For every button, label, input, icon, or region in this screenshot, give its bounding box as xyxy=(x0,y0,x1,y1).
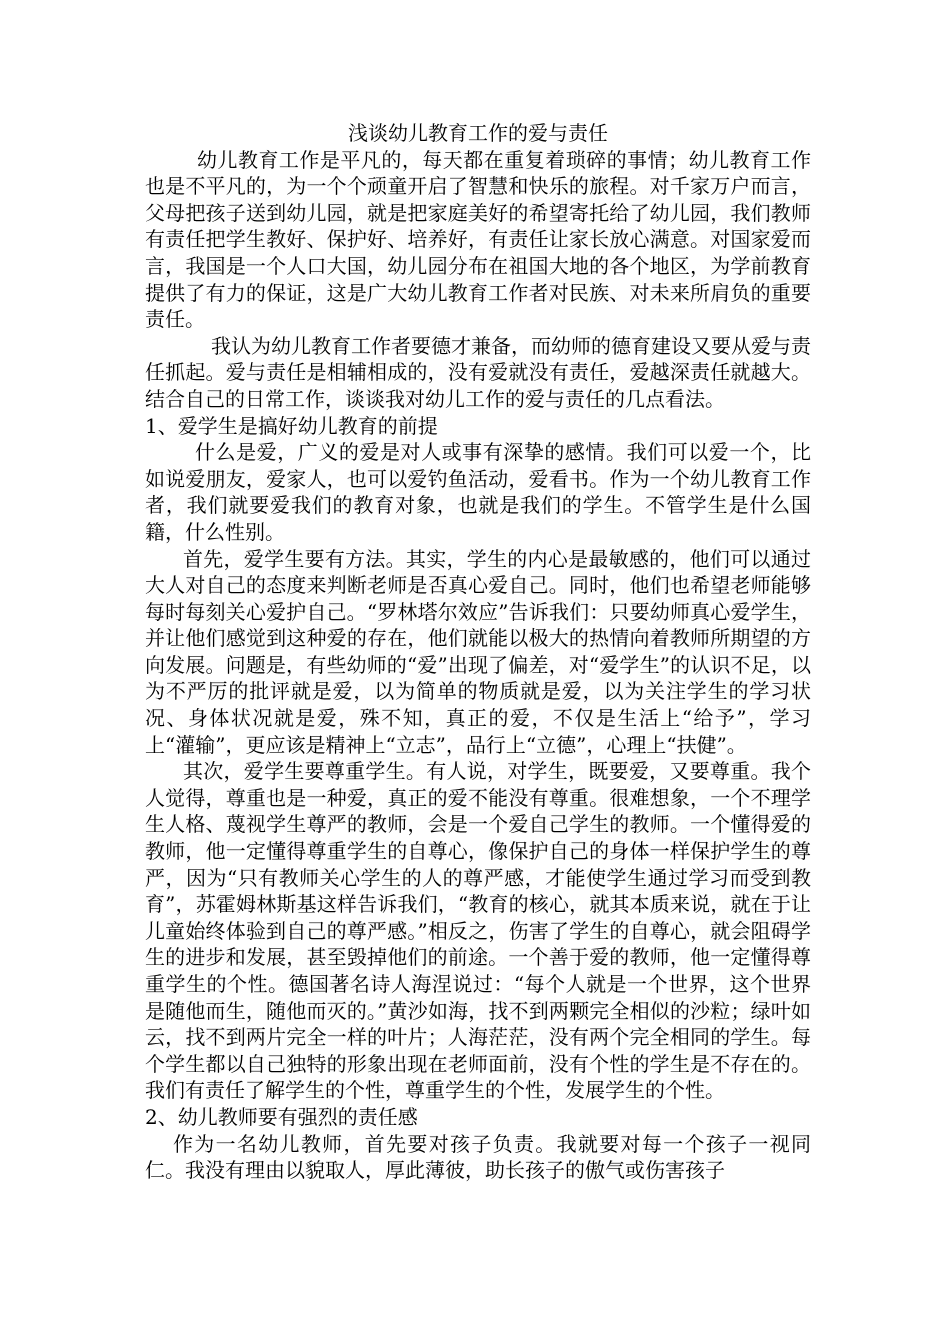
section-heading-1: 1、爱学生是搞好幼儿教育的前提 xyxy=(145,413,438,438)
paragraph-responsibility: 作为一名幼儿教师，首先要对孩子负责。我就要对每一个孩子一视同仁。我没有理由以貌取人，厚此薄彼，助长孩子的傲气或伤害孩子 xyxy=(145,1131,811,1183)
paragraph-first: 首先，爱学生要有方法。其实，学生的内心是最敏感的，他们可以通过大人对自己的态度来判断老师是否真心爱自己。同时，他们也希望老师能够每时每刻关心爱护自己。“罗林塔尔效应”告诉我们：只要幼师真心爱学生，并让他们感觉到这种爱的存在，他们就能以极大的热情向着教师所期望的方向发展。问题是，有些幼师的“爱”出现了偏差，对“爱学生”的认识不足，以为不严厉的批评就是爱，以为简单的物质就是爱，以为关注学生的学习状况、身体状况就是爱，殊不知，真正的爱，不仅是生活上“给予”，学习上“灌输”，更应该是精神上“立志”，品行上“立德”，心理上“扶健”。 xyxy=(145,546,811,757)
document-body xyxy=(145,120,811,1184)
paragraph-what-is-love: 什么是爱，广义的爱是对人或事有深挚的感情。我们可以爱一个，比如说爱朋友，爱家人，也可以爱钓鱼活动，爱看书。作为一个幼儿教育工作者，我们就要爱我们的教育对象，也就是我们的学生。不管学生是什么国籍，什么性别。 xyxy=(145,440,811,544)
section-heading-2: 2、幼儿教师要有强烈的责任感 xyxy=(145,1104,418,1129)
document-title: 浅谈幼儿教育工作的爱与责任 xyxy=(348,121,608,145)
paragraph-view: 我认为幼儿教育工作者要德才兼备，而幼师的德育建设又要从爱与责任抓起。爱与责任是相辅相成的，没有爱就没有责任，爱越深责任就越大。结合自己的日常工作，谈谈我对幼儿工作的爱与责任的几点看法。 xyxy=(145,333,811,411)
paragraph-intro: 幼儿教育工作是平凡的，每天都在重复着琐碎的事情；幼儿教育工作也是不平凡的，为一个个顽童开启了智慧和快乐的旅程。对千家万户而言，父母把孩子送到幼儿园，就是把家庭美好的希望寄托给了幼儿园，我们教师有责任把学生教好、保护好、培养好，有责任让家长放心满意。对国家爱而言，我国是一个人口大国，幼儿园分布在祖国大地的各个地区，为学前教育提供了有力的保证，这是广大幼儿教育工作者对民族、对未来所肩负的重要责任。 xyxy=(145,147,811,332)
paragraph-second: 其次，爱学生要尊重学生。有人说，对学生，既要爱，又要尊重。我个人觉得，尊重也是一种爱，真正的爱不能没有尊重。很难想象，一个不理学生人格、蔑视学生尊严的教师，会是一个爱自己学生的教师。一个懂得爱的教师，他一定懂得尊重学生的自尊心，像保护自己的身体一样保护学生的尊严，因为“只有教师关心学生的人的尊严感，才能使学生通过学习而受到教育”，苏霍姆林斯基这样告诉我们，“教育的核心，就其本质来说，就在于让儿童始终体验到自己的尊严感。”相反之，伤害了学生的自尊心，就会阻碍学生的进步和发展，甚至毁掉他们的前途。一个善于爱的教师，他一定懂得尊重学生的个性。德国著名诗人海涅说过：“每个人就是一个世界，这个世界是随他而生，随他而灭的。”黄沙如海，找不到两颗完全相似的沙粒；绿叶如云，找不到两片完全一样的叶片；人海茫茫，没有两个完全相同的学生。每个学生都以自己独特的形象出现在老师面前，没有个性的学生是不存在的。我们有责任了解学生的个性，尊重学生的个性，发展学生的个性。 xyxy=(145,759,811,1103)
